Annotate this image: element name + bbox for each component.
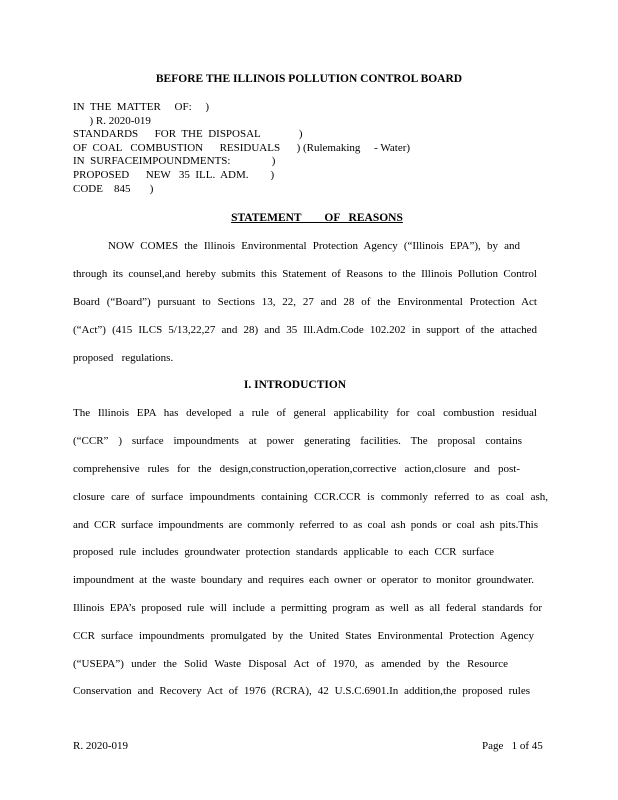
- caption-line: PROPOSED NEW 35 ILL. ADM. ): [73, 168, 275, 181]
- paragraph-line: Illinois EPA’s proposed rule will include a permitting program as well as all federal standards for: [73, 602, 542, 614]
- paragraph-line: Conservation and Recovery Act of 1976 (RCRA), 42 U.S.C.6901.In addition,the proposed rules: [73, 685, 530, 697]
- paragraph-line: The Illinois EPA has developed a rule of general applicability for coal combustion residual: [73, 407, 537, 419]
- paragraph-line: NOW COMES the Illinois Environmental Protection Agency (“Illinois EPA”), by and: [108, 240, 520, 252]
- paragraph-line: through its counsel,and hereby submits this Statement of Reasons to the Illinois Pollution Control: [73, 268, 537, 280]
- paragraph-line: impoundment at the waste boundary and requires each owner or operator to monitor groundwater.: [73, 574, 534, 586]
- paragraph-line: proposed regulations.: [73, 352, 174, 364]
- footer-docket: R. 2020-019: [73, 740, 128, 752]
- caption-line: ) R. 2020-019: [73, 114, 151, 127]
- paragraph-line: CCR surface impoundments promulgated by the United States Environmental Protection Agency: [73, 630, 534, 642]
- caption-line: IN THE MATTER OF: ): [73, 101, 210, 113]
- paragraph-line: proposed rule includes groundwater protection standards applicable to each CCR surface: [73, 546, 494, 558]
- caption-line: OF COAL COMBUSTION RESIDUALS ) (Rulemaking - Water): [73, 141, 411, 154]
- caption-line: CODE 845 ): [73, 182, 154, 195]
- paragraph-line: (“CCR” ) surface impoundments at power generating facilities. The proposal contains: [73, 435, 522, 447]
- paragraph-line: (“Act”) (415 ILCS 5/13,22,27 and 28) and 35 Ill.Adm.Code 102.202 in support of the attached: [73, 324, 537, 336]
- caption-line: IN SURFACEIMPOUNDMENTS: ): [73, 155, 276, 168]
- introduction-heading: I. INTRODUCTION: [243, 379, 347, 391]
- statement-of-reasons-heading: STATEMENT OF REASONS: [231, 212, 403, 224]
- footer-page-number: Page 1 of 45: [482, 740, 543, 752]
- paragraph-line: comprehensive rules for the design,construction,operation,corrective action,closure and post-: [73, 463, 520, 475]
- paragraph-line: (“USEPA”) under the Solid Waste Disposal Act of 1970, as amended by the Resource: [73, 658, 508, 670]
- board-title: BEFORE THE ILLINOIS POLLUTION CONTROL BOARD: [155, 73, 463, 85]
- paragraph-line: and CCR surface impoundments are commonly referred to as coal ash ponds or coal ash pits.This: [73, 519, 538, 531]
- paragraph-line: closure care of surface impoundments containing CCR.CCR is commonly referred to as coal ash,: [73, 491, 548, 503]
- caption-line: STANDARDS FOR THE DISPOSAL ): [73, 128, 303, 141]
- case-caption: [73, 101, 410, 196]
- paragraph-line: Board (“Board”) pursuant to Sections 13, 22, 27 and 28 of the Environmental Protection Act: [73, 296, 537, 308]
